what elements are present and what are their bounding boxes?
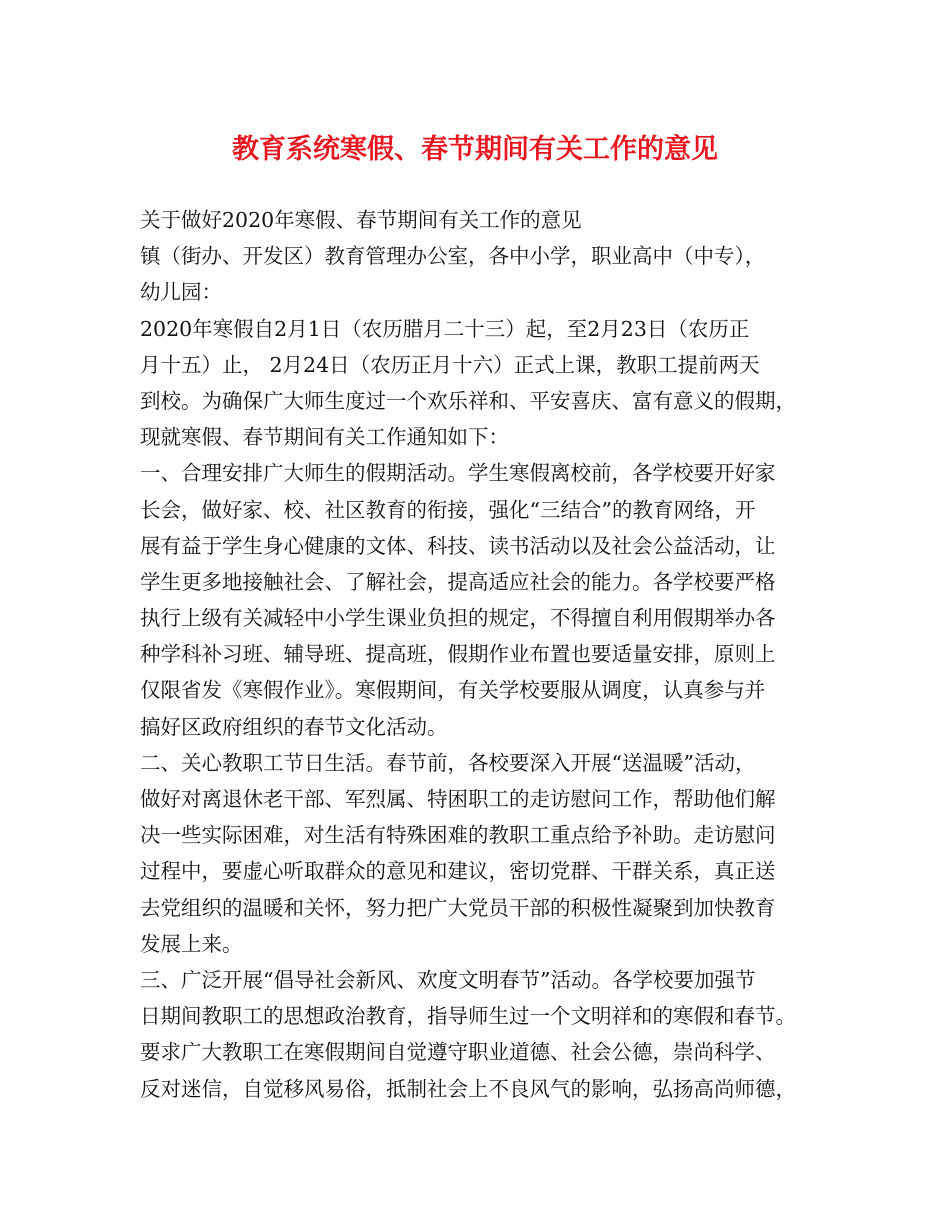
body-line: 做好对离退休老干部、军烈属、特困职工的走访慰问工作，帮助他们解 bbox=[140, 787, 776, 811]
body-line: 学生更多地接触社会、了解社会，提高适应社会的能力。各学校要严格 bbox=[140, 569, 776, 594]
body-line: 二、关心教职工节日生活。春节前，各校要深入开展“送温暖”活动， bbox=[140, 750, 756, 775]
document-title: 教育系统寒假、春节期间有关工作的意见 bbox=[232, 134, 718, 165]
body-line: 现就寒假、春节期间有关工作通知如下： bbox=[140, 425, 509, 450]
body-line: 过程中，要虚心听取群众的意见和建议，密切党群、干群关系，真正送 bbox=[140, 859, 776, 884]
body-line: 搞好区政府组织的春节文化活动。 bbox=[140, 714, 448, 739]
body-line: 决一些实际困难，对生活有特殊困难的教职工重点给予补助。走访慰问 bbox=[140, 823, 776, 848]
body-line: 幼儿园： bbox=[140, 280, 222, 305]
body-line: 执行上级有关减轻中小学生课业负担的规定，不得擅自利用假期举办各 bbox=[140, 606, 776, 631]
body-line: 发展上来。 bbox=[140, 931, 243, 956]
body-line: 一、合理安排广大师生的假期活动。学生寒假离校前，各学校要开好家 bbox=[140, 461, 776, 486]
body-line: 2020年寒假自2月1日（农历腊月二十三）起，至2月23日（农历正 bbox=[140, 316, 750, 341]
body-line: 三、广泛开展“倡导社会新风、欢度文明春节”活动。各学校要加强节 bbox=[140, 967, 756, 992]
body-line: 去党组织的温暖和关怀，努力把广大党员干部的积极性凝聚到加快教育 bbox=[140, 895, 776, 920]
body-line: 到校。为确保广大师生度过一个欢乐祥和、平安喜庆、富有意义的假期， bbox=[140, 388, 796, 413]
body-line: 展有益于学生身心健康的文体、科技、读书活动以及社会公益活动，让 bbox=[140, 533, 776, 558]
body-line: 仅限省发《寒假作业》。寒假期间，有关学校要服从调度，认真参与并 bbox=[140, 678, 766, 703]
body-line: 要求广大教职工在寒假期间自觉遵守职业道德、社会公德，崇尚科学、 bbox=[140, 1040, 776, 1065]
body-line: 关于做好2020年寒假、春节期间有关工作的意见 bbox=[140, 208, 582, 232]
body-line: 日期间教职工的思想政治教育，指导师生过一个文明祥和的寒假和春节。 bbox=[140, 1004, 796, 1029]
body-line: 反对迷信，自觉移风易俗，抵制社会上不良风气的影响，弘扬高尚师德， bbox=[140, 1076, 796, 1101]
body-line: 种学科补习班、辅导班、提高班，假期作业布置也要适量安排，原则上 bbox=[140, 642, 776, 667]
body-line: 月十五）止， 2月24日（农历正月十六）正式上课，教职工提前两天 bbox=[140, 352, 760, 377]
document-body bbox=[140, 202, 830, 1107]
body-line: 长会，做好家、校、社区教育的衔接，强化“三结合”的教育网络，开 bbox=[140, 497, 756, 522]
body-line: 镇（街办、开发区）教育管理办公室，各中小学，职业高中（中专）， bbox=[140, 244, 766, 269]
